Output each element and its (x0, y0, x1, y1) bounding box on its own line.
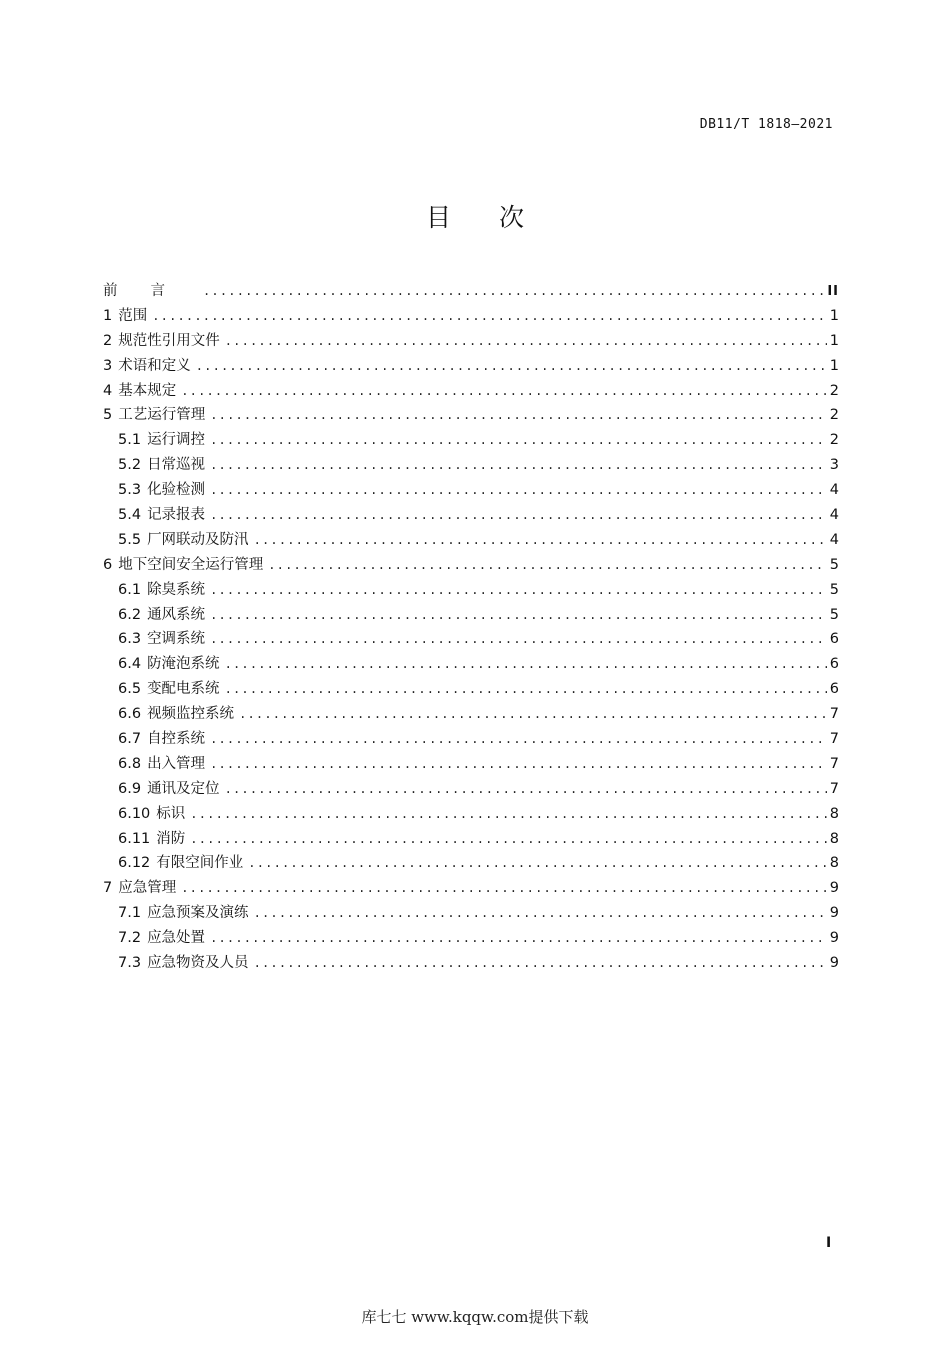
toc-entry-number: 6.3 (118, 631, 142, 648)
toc-entry-page: 9 (829, 955, 839, 972)
toc-leader-dots (190, 802, 826, 827)
toc-entry-number: 5.5 (118, 531, 142, 548)
toc-leader-dots (210, 752, 827, 777)
toc-entry-number: 3 (103, 357, 113, 374)
toc-entry[interactable] (103, 528, 839, 553)
toc-entry-page: 9 (829, 905, 839, 922)
toc-entry-number: 6.9 (118, 780, 142, 797)
toc-entry-label: 视频监控系统 (147, 706, 235, 723)
toc-entry-page: 8 (829, 805, 839, 822)
toc-entry[interactable] (103, 379, 839, 404)
toc-entry-page: 4 (829, 531, 839, 548)
toc-entry[interactable] (103, 503, 839, 528)
toc-entry-page: 2 (829, 432, 839, 449)
toc-entry[interactable] (103, 478, 839, 503)
toc-entry-label: 通风系统 (147, 606, 206, 623)
toc-entry-page: 6 (829, 631, 839, 648)
toc-leader-dots (152, 304, 827, 329)
toc-entry-label: 空调系统 (147, 631, 206, 648)
toc-entry-page: 9 (829, 880, 839, 897)
toc-entry-label: 工艺运行管理 (118, 407, 206, 424)
toc-leader-dots (248, 851, 826, 876)
toc-entry-label: 应急物资及人员 (147, 955, 249, 972)
page-title-char-1: 目 (425, 203, 451, 232)
toc-entry[interactable] (103, 901, 839, 926)
toc-entry-number: 6.2 (118, 606, 142, 623)
toc-leader-dots (210, 627, 827, 652)
toc-entry-page: 5 (829, 556, 839, 573)
toc-entry-number: 6.6 (118, 706, 142, 723)
toc-entry-number: 5 (103, 407, 113, 424)
toc-entry[interactable] (103, 752, 839, 777)
toc-entry[interactable] (103, 677, 839, 702)
toc-entry-page: 2 (829, 407, 839, 424)
toc-entry-number: 6.12 (118, 855, 151, 872)
toc-entry[interactable] (103, 727, 839, 752)
toc-leader-dots (210, 503, 827, 528)
toc-leader-dots (210, 428, 827, 453)
toc-entry-number: 6.4 (118, 656, 142, 673)
toc-entry-number: 6 (103, 556, 113, 573)
toc-entry-label: 除臭系统 (147, 581, 206, 598)
toc-leader-dots (254, 528, 827, 553)
toc-entry-label: 化验检测 (147, 482, 206, 499)
toc-entry-label: 出入管理 (147, 755, 206, 772)
toc-entry-number: 7.1 (118, 905, 142, 922)
toc-leader-dots (239, 702, 827, 727)
toc-leader-dots (225, 329, 827, 354)
table-of-contents (103, 279, 839, 976)
toc-entry[interactable] (103, 627, 839, 652)
toc-entry-label: 规范性引用文件 (118, 332, 220, 349)
toc-entry-label: 运行调控 (147, 432, 206, 449)
page-title (0, 198, 950, 234)
toc-entry[interactable] (103, 603, 839, 628)
toc-entry-label: 基本规定 (118, 382, 177, 399)
toc-entry-label: 术语和定义 (118, 357, 191, 374)
toc-leader-dots (225, 652, 827, 677)
toc-entry[interactable] (103, 876, 839, 901)
toc-entry[interactable] (103, 403, 839, 428)
toc-leader-dots (268, 553, 827, 578)
toc-entry[interactable] (103, 329, 839, 354)
toc-entry-number: 2 (103, 332, 113, 349)
toc-leader-dots (181, 876, 827, 901)
toc-entry-number: 7.2 (118, 930, 142, 947)
toc-leader-dots (210, 403, 827, 428)
toc-entry-number: 7.3 (118, 955, 142, 972)
toc-entry-label: 厂网联动及防汛 (147, 531, 249, 548)
toc-leader-dots (210, 727, 827, 752)
toc-entry-page: 6 (829, 656, 839, 673)
toc-entry-page: 3 (829, 457, 839, 474)
toc-entry[interactable] (103, 578, 839, 603)
toc-entry-page: 5 (829, 606, 839, 623)
toc-entry-number: 5.3 (118, 482, 142, 499)
toc-entry-number: 6.10 (118, 805, 151, 822)
page-number: I (826, 1235, 832, 1251)
toc-leader-dots (210, 578, 827, 603)
toc-entry[interactable] (103, 354, 839, 379)
toc-leader-dots (210, 926, 827, 951)
toc-leader-dots (210, 603, 827, 628)
toc-entry-number: 4 (103, 382, 113, 399)
document-code: DB11/T 1818—2021 (699, 117, 833, 132)
toc-entry[interactable] (103, 304, 839, 329)
toc-entry-page: 6 (829, 681, 839, 698)
toc-leader-dots (181, 379, 827, 404)
toc-leader-dots (196, 354, 827, 379)
toc-entry-label: 有限空间作业 (156, 855, 244, 872)
toc-entry-number: 6.1 (118, 581, 142, 598)
toc-entry[interactable] (103, 951, 839, 976)
toc-entry[interactable] (103, 827, 839, 852)
toc-entry-label: 防淹泡系统 (147, 656, 220, 673)
toc-entry[interactable] (103, 926, 839, 951)
toc-entry-page: 4 (829, 482, 839, 499)
toc-entry-page: 5 (829, 581, 839, 598)
toc-entry-label: 地下空间安全运行管理 (118, 556, 264, 573)
toc-entry-label: 应急处置 (147, 930, 206, 947)
toc-entry-page: 8 (829, 855, 839, 872)
toc-leader-dots (254, 951, 827, 976)
toc-entry-label: 记录报表 (147, 507, 206, 524)
toc-leader-dots (225, 677, 827, 702)
toc-entry[interactable] (103, 851, 839, 876)
toc-entry-page: 7 (829, 780, 839, 797)
toc-entry-page: 8 (829, 830, 839, 847)
toc-entry-page: 1 (829, 307, 839, 324)
toc-leader-dots (210, 453, 827, 478)
toc-entry[interactable] (103, 777, 839, 802)
toc-entry-number: 6.7 (118, 731, 142, 748)
toc-entry-page: 7 (829, 731, 839, 748)
toc-entry-label: 范围 (118, 307, 148, 324)
toc-entry-page: 4 (829, 507, 839, 524)
toc-entry-number: 7 (103, 880, 113, 897)
toc-entry-label: 自控系统 (147, 731, 206, 748)
toc-entry[interactable] (103, 428, 839, 453)
toc-entry-number: 1 (103, 307, 113, 324)
page-title-char-2: 次 (499, 203, 525, 232)
toc-entry-label: 变配电系统 (147, 681, 220, 698)
toc-entry[interactable] (103, 802, 839, 827)
toc-entry-label: 消防 (156, 830, 186, 847)
toc-entry[interactable] (103, 453, 839, 478)
toc-entry-page: 1 (829, 332, 839, 349)
toc-entry-number: 5.4 (118, 507, 142, 524)
toc-leader-dots (190, 827, 826, 852)
toc-entry-page: 1 (829, 357, 839, 374)
toc-entry-page: II (827, 284, 839, 299)
toc-entry-label: 应急预案及演练 (147, 905, 249, 922)
toc-entry-page: 7 (829, 755, 839, 772)
toc-entry[interactable] (103, 702, 839, 727)
toc-entry-label: 通讯及定位 (147, 780, 220, 797)
toc-leader-dots (225, 777, 827, 802)
toc-entry-label: 应急管理 (118, 880, 177, 897)
toc-entry-label: 日常巡视 (147, 457, 206, 474)
toc-entry[interactable] (103, 279, 839, 304)
toc-entry-number: 5.1 (118, 432, 142, 449)
toc-entry-page: 7 (829, 706, 839, 723)
toc-leader-dots (210, 478, 827, 503)
toc-entry-number: 6.5 (118, 681, 142, 698)
toc-entry-number: 5.2 (118, 457, 142, 474)
download-footer: 库七七 www.kqqw.com提供下载 (361, 1308, 589, 1326)
toc-leader-dots (203, 279, 824, 304)
toc-entry-page: 9 (829, 930, 839, 947)
toc-leader-dots (254, 901, 827, 926)
toc-entry-label: 前言 (103, 283, 198, 299)
toc-entry-label: 标识 (156, 805, 186, 822)
toc-entry-number: 6.11 (118, 830, 151, 847)
toc-entry-number: 6.8 (118, 755, 142, 772)
toc-entry[interactable] (103, 652, 839, 677)
toc-entry-page: 2 (829, 382, 839, 399)
toc-entry[interactable] (103, 553, 839, 578)
